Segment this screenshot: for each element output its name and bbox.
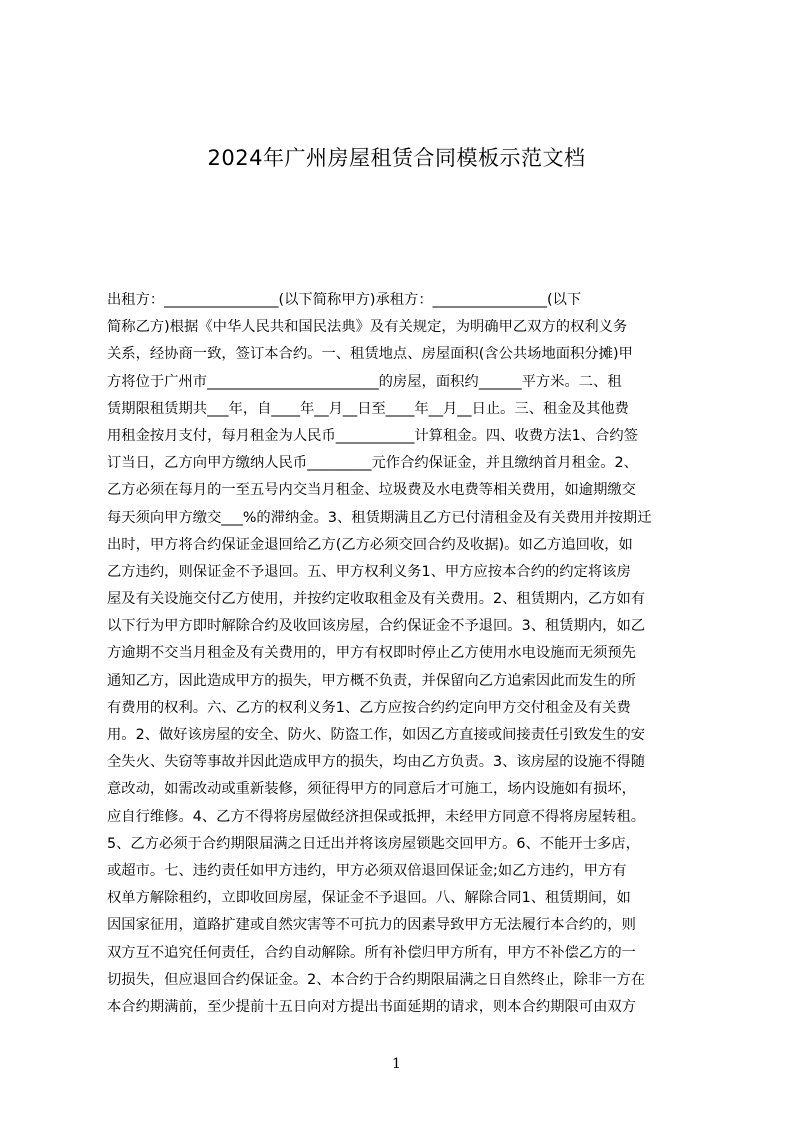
text-line: 方逾期不交当月租金及有关费用的，甲方有权即时停止乙方使用水电设施而无须预先 [107, 645, 636, 662]
text-line: 有费用的权利。六、乙方的权利义务1、乙方应按合约约定向甲方交付租金及有关费 [107, 699, 631, 716]
page-number: 1 [392, 1056, 401, 1072]
text-line: 屋及有关设施交付乙方使用，并按约定收取租金及有关费用。2、租赁期内，乙方如有 [107, 591, 646, 608]
text-line: 出时，甲方将合约保证金退回给乙方(乙方必须交回合约及收据)。如乙方追回收，如 [107, 536, 633, 553]
text-line: 或超市。七、违约责任如甲方违约，甲方必须双倍退回保证金;如乙方违约，甲方有 [107, 862, 627, 879]
text-line: 意改动，如需改动或重新装修，须征得甲方的同意后才可施工，场内设施如有损坏， [107, 781, 636, 798]
document-title: 2024年广州房屋租赁合同模板示范文档 [207, 146, 586, 170]
text-line: 方将位于广州市________________________的房屋，面积约______平方米。二、租 [107, 373, 622, 390]
text-line: 出租方：________________(以下简称甲方)承租方：________________(以下 [107, 292, 582, 308]
text-line: 乙方必须在每月的一至五号内交当月租金、垃圾费及水电费等相关费用，如逾期缴交 [107, 482, 636, 499]
text-line: 每天须向甲方缴交___%的滞纳金。3、租赁期满且乙方已付清租金及有关费用并按期迁 [107, 509, 652, 526]
text-line: 乙方违约，则保证金不予退回。五、甲方权利义务1、甲方应按本合约的约定将该房 [107, 563, 631, 580]
text-line: 用租金按月支付，每月租金为人民币___________计算租金。四、收费方法1、合约签 [107, 427, 638, 444]
text-line: 赁期限租赁期共___年，自____年__月__日至____年__月__日止。三、租金及其他费 [107, 400, 629, 417]
text-line: 因国家征用，道路扩建或自然灾害等不可抗力的因素导致甲方无法履行本合约的，则 [107, 917, 636, 934]
text-line: 应自行维修。4、乙方不得将房屋做经济担保或抵押，未经甲方同意不得将房屋转租。 [107, 808, 646, 825]
text-line: 权单方解除租约，立即收回房屋，保证金不予退回。八、解除合同1、租赁期间，如 [107, 890, 631, 907]
text-line: 5、乙方必须于合约期限届满之日迁出并将该房屋锁匙交回甲方。6、不能开士多店， [107, 835, 640, 852]
text-line: 切损失，但应退回合约保证金。2、本合约于合约期限届满之日自然终止，除非一方在 [107, 971, 646, 988]
text-line: 订当日，乙方向甲方缴纳人民币_________元作合约保证金，并且缴纳首月租金。2、 [107, 455, 638, 472]
text-line: 全失火、失窃等事故并因此造成甲方的损失，均由乙方负责。3、该房屋的设施不得随 [107, 754, 646, 771]
text-line: 关系，经协商一致，签订本合约。一、租赁地点、房屋面积(含公共场地面积分摊)甲 [107, 346, 633, 363]
text-line: 简称乙方)根据《中华人民共和国民法典》及有关规定，为明确甲乙双方的权利义务 [107, 319, 628, 336]
text-line: 通知乙方，因此造成甲方的损失，甲方概不负责，并保留向乙方追索因此而发生的所 [107, 672, 636, 689]
contract-body [107, 287, 697, 1021]
text-line: 双方互不追究任何责任，合约自动解除。所有补偿归甲方所有，甲方不补偿乙方的一 [107, 944, 636, 961]
text-line: 本合约期满前，至少提前十五日向对方提出书面延期的请求，则本合约期限可由双方 [107, 998, 636, 1015]
text-line: 用。2、做好该房屋的安全、防火、防盗工作，如因乙方直接或间接责任引致发生的安 [107, 727, 646, 743]
text-line: 以下行为甲方即时解除合约及收回该房屋，合约保证金不予退回。3、租赁期内，如乙 [107, 618, 646, 635]
